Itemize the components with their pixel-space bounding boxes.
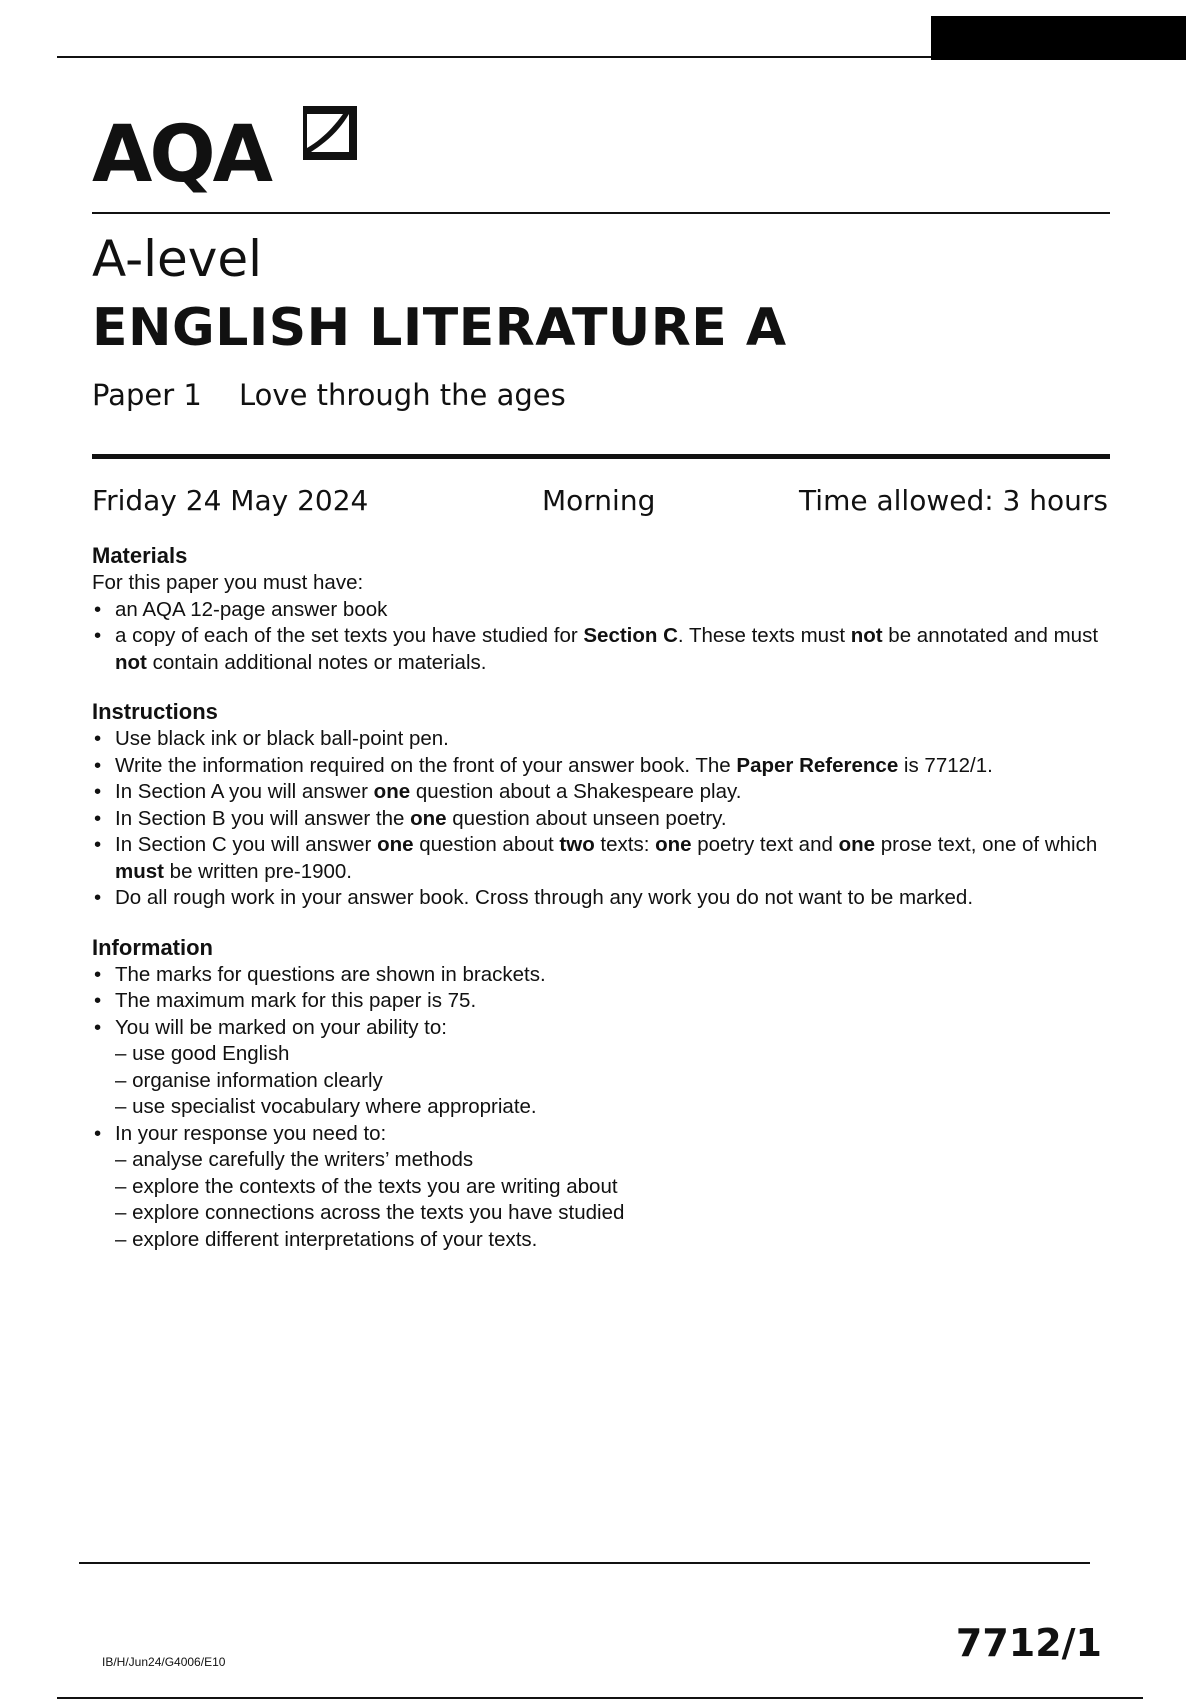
text-run: be written pre-1900. — [163, 859, 353, 883]
subject-title: ENGLISH LITERATURE A — [92, 298, 787, 358]
header-rule — [92, 212, 1110, 214]
information-item — [92, 1015, 1112, 1121]
paper-reference-code: IB/H/Jun24/G4006/E10 — [102, 1655, 226, 1669]
instructions-item — [92, 832, 1112, 885]
information-subitem: – use specialist vocabulary where appropriate. — [115, 1095, 537, 1118]
materials-item — [92, 597, 1112, 624]
information-subitem: – explore connections across the texts you have studied — [115, 1201, 625, 1224]
exam-date: Friday 24 May 2024 — [92, 484, 369, 517]
bottom-rule — [57, 1697, 1143, 1699]
bold-text: must — [115, 859, 164, 883]
information-item — [92, 962, 1112, 989]
information-item — [92, 1121, 1112, 1254]
materials-list — [92, 597, 1112, 677]
top-rule — [57, 56, 931, 58]
information-item-text: You will be marked on your ability to: — [115, 1015, 447, 1039]
paper-number: Paper 1 — [92, 378, 202, 412]
text-run: Write the information required on the front of your answer book. The — [115, 753, 737, 777]
time-allowed: Time allowed: 3 hours — [799, 484, 1108, 517]
text-run: be annotated and must — [882, 624, 1099, 647]
text-run: question about — [413, 833, 560, 856]
instructions-item — [92, 779, 1112, 806]
bold-text: one — [655, 833, 692, 856]
paper-code: 7712/1 — [955, 1621, 1102, 1665]
instructions-item — [92, 753, 1112, 780]
instructions-list — [92, 726, 1112, 912]
instructions-item — [92, 885, 1112, 912]
information-item-text: The marks for questions are shown in brackets. — [115, 962, 546, 986]
aqa-logo-mark-icon — [297, 104, 359, 168]
bold-text: not — [115, 650, 147, 674]
information-heading: Information — [92, 934, 213, 960]
materials-intro: For this paper you must have: — [92, 571, 364, 594]
materials-heading: Materials — [92, 543, 188, 568]
instructions-heading: Instructions — [92, 699, 218, 724]
information-subitem: – organise information clearly — [115, 1068, 383, 1092]
bold-text: two — [559, 833, 595, 856]
instructions-item — [92, 726, 1112, 753]
rubric-body — [92, 542, 1112, 1275]
text-run: contain additional notes or materials. — [146, 650, 487, 674]
text-run: Do all rough work in your answer book. Cross through any work you do not want to be marked. — [115, 886, 974, 909]
text-run: a copy of each of the set texts you have studied for — [115, 624, 584, 647]
bold-text: not — [850, 624, 883, 647]
materials-section — [92, 542, 1112, 676]
information-list — [92, 962, 1112, 1254]
information-subitem: – explore the contexts of the texts you are writing about — [115, 1174, 618, 1198]
text-run: question about a Shakespeare play. — [410, 780, 742, 803]
information-item-text: In your response you need to: — [115, 1121, 387, 1145]
information-subitem: – explore different interpretations of your texts. — [115, 1227, 538, 1251]
text-run: an AQA 12-page answer book — [115, 597, 388, 621]
exam-session: Morning — [542, 484, 656, 517]
bold-text: Section C — [583, 624, 678, 647]
bold-text: one — [410, 806, 447, 830]
information-section — [92, 934, 1112, 1254]
aqa-logo — [92, 104, 372, 204]
qualification-level: A-level — [92, 230, 263, 288]
text-run: is 7712/1. — [898, 753, 993, 777]
paper-title — [92, 378, 566, 413]
thick-rule — [92, 454, 1110, 459]
footer-rule — [79, 1562, 1090, 1564]
text-run: In Section B you will answer the — [115, 806, 411, 830]
bold-text: one — [838, 833, 876, 856]
text-run: poetry text and — [691, 833, 839, 856]
text-run: In Section C you will answer — [115, 833, 378, 856]
text-run: texts: — [594, 833, 656, 856]
information-item-text: The maximum mark for this paper is 75. — [115, 989, 477, 1012]
materials-item — [92, 623, 1112, 676]
bold-text: one — [377, 833, 414, 856]
text-run: question about unseen poetry. — [446, 806, 727, 830]
bold-text: one — [373, 780, 411, 803]
information-item — [92, 988, 1112, 1015]
instructions-item — [92, 806, 1112, 833]
instructions-section — [92, 698, 1112, 912]
paper-name: Love through the ages — [239, 378, 566, 412]
text-run: In Section A you will answer — [115, 780, 374, 803]
information-subitem: – use good English — [115, 1042, 290, 1065]
information-subitem: – analyse carefully the writers’ methods — [115, 1148, 474, 1171]
text-run: Use black ink or black ball-point pen. — [115, 727, 449, 750]
aqa-logo-text: AQA — [92, 110, 271, 200]
corner-black-block — [931, 16, 1186, 60]
text-run: prose text, one of which — [875, 833, 1098, 856]
bold-text: Paper Reference — [736, 753, 899, 777]
text-run: . These texts must — [677, 624, 851, 647]
